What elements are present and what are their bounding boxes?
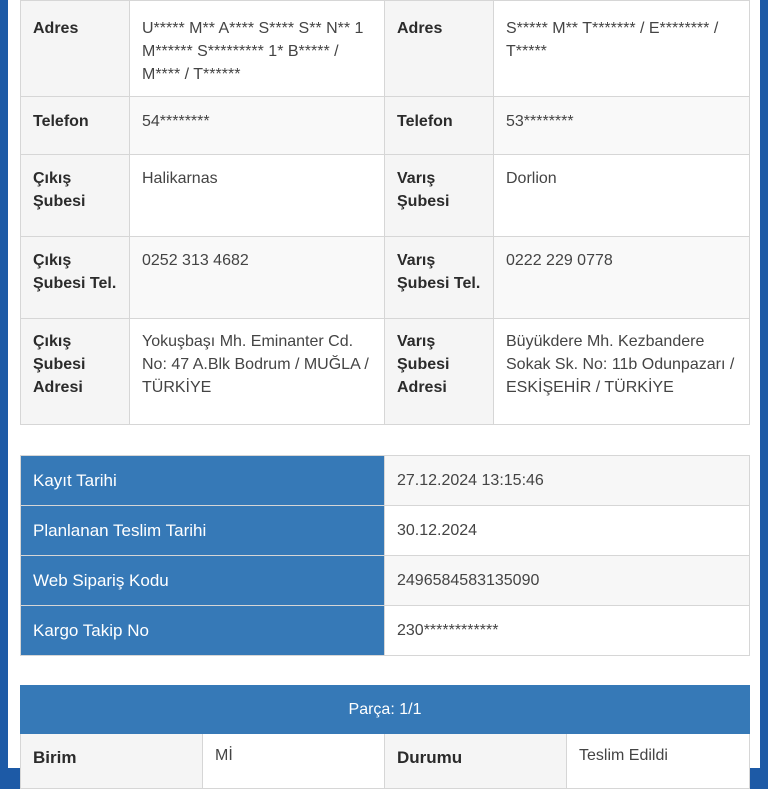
table-row: [21, 1, 750, 97]
origin-branch-address-value: Yokuşbaşı Mh. Eminanter Cd. No: 47 A.Blk Bodrum / MUĞLA / TÜRKİYE: [130, 319, 385, 425]
receiver-address-label: Adres: [385, 1, 494, 97]
sender-address-label: Adres: [21, 1, 130, 97]
destination-branch-value: Dorlion: [494, 155, 750, 237]
web-order-code-value: 2496584583135090: [385, 556, 750, 606]
status-value: Teslim Edildi: [567, 734, 750, 789]
planned-delivery-value: 30.12.2024: [385, 506, 750, 556]
receiver-phone-label: Telefon: [385, 97, 494, 155]
receiver-address-value: S***** M** T******* / E******** / T*****: [494, 1, 750, 97]
order-details-table: [20, 455, 750, 656]
planned-delivery-label: Planlanan Teslim Tarihi: [21, 506, 385, 556]
origin-branch-value: Halikarnas: [130, 155, 385, 237]
table-row: [21, 506, 750, 556]
table-row: [21, 155, 750, 237]
tracking-number-label: Kargo Takip No: [21, 606, 385, 656]
tracking-number-value: 230************: [385, 606, 750, 656]
destination-branch-phone-label: Varış Şubesi Tel.: [385, 237, 494, 319]
sender-address-value: U***** M** A**** S**** S** N** 1 M****** S********* 1* B***** / M**** / T******: [130, 1, 385, 97]
part-table: [20, 685, 750, 789]
destination-branch-address-value: Büyükdere Mh. Kezbandere Sokak Sk. No: 11b Odunpazarı / ESKİŞEHİR / TÜRKİYE: [494, 319, 750, 425]
receiver-phone-value: 53********: [494, 97, 750, 155]
origin-branch-address-label: Çıkış Şubesi Adresi: [21, 319, 130, 425]
registration-date-label: Kayıt Tarihi: [21, 456, 385, 506]
table-row: [21, 686, 750, 734]
table-row: [21, 456, 750, 506]
table-row: [21, 97, 750, 155]
web-order-code-label: Web Sipariş Kodu: [21, 556, 385, 606]
destination-branch-phone-value[interactable]: 0222 229 0778: [494, 237, 750, 319]
origin-branch-label: Çıkış Şubesi: [21, 155, 130, 237]
unit-value: Mİ: [203, 734, 385, 789]
destination-branch-label: Varış Şubesi: [385, 155, 494, 237]
registration-date-value: 27.12.2024 13:15:46: [385, 456, 750, 506]
sender-phone-value: 54********: [130, 97, 385, 155]
origin-branch-phone-value[interactable]: 0252 313 4682: [130, 237, 385, 319]
table-row: [21, 734, 750, 789]
origin-branch-phone-label: Çıkış Şubesi Tel.: [21, 237, 130, 319]
table-row: [21, 556, 750, 606]
status-label: Durumu: [385, 734, 567, 789]
sender-receiver-table: [20, 0, 750, 425]
table-row: [21, 319, 750, 425]
table-row: [21, 237, 750, 319]
table-row: [21, 606, 750, 656]
part-header: Parça: 1/1: [21, 686, 750, 734]
destination-branch-address-label: Varış Şubesi Adresi: [385, 319, 494, 425]
sender-phone-label: Telefon: [21, 97, 130, 155]
unit-label: Birim: [21, 734, 203, 789]
